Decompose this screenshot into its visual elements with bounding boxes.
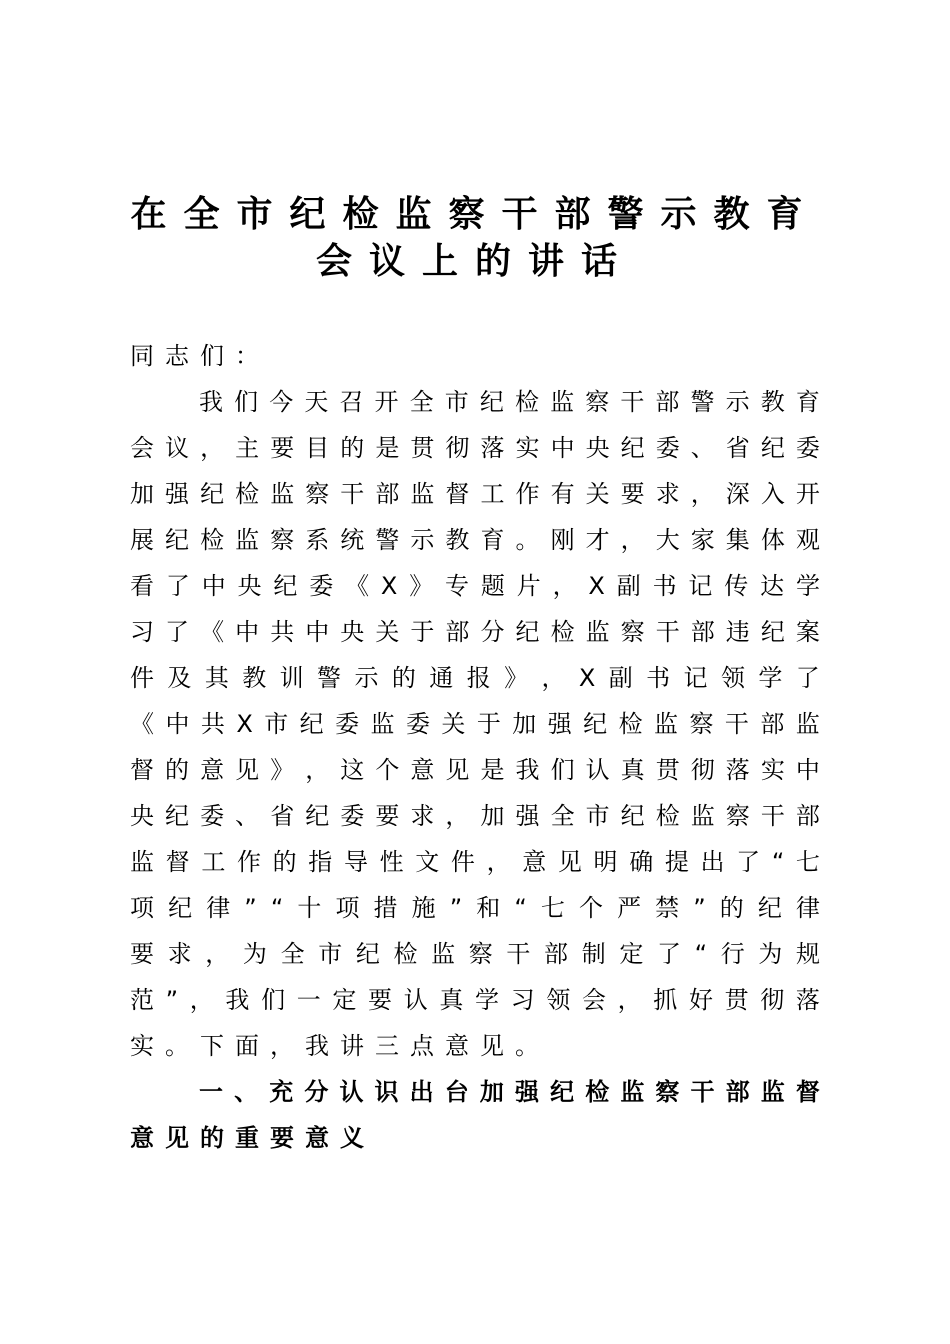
paragraph-line: 看 了 中 央 纪 委 《 X 》 专 题 片 ， X 副 书 记 传 达 学 [130, 572, 820, 600]
paragraph-line: 件 及 其 教 训 警 示 的 通 报 》 ， X 副 书 记 领 学 了 [130, 664, 820, 692]
paragraph-line: 会 议 ， 主 要 目 的 是 贯 彻 落 实 中 央 纪 委 、 省 纪 委 [130, 434, 820, 462]
paragraph-line: 范 ” ， 我 们 一 定 要 认 真 学 习 领 会 ， 抓 好 贯 彻 落 [130, 986, 820, 1014]
paragraph-line: 加 强 纪 检 监 察 干 部 监 督 工 作 有 关 要 求 ， 深 入 开 [130, 480, 820, 508]
paragraph-line: 实。下面，我讲三点意见。 [130, 1032, 550, 1060]
paragraph-line: 项 纪 律 ” “ 十 项 措 施 ” 和 “ 七 个 严 禁 ” 的 纪 律 [130, 894, 820, 922]
section-heading-line-2: 意见的重要意义 [130, 1124, 375, 1152]
salutation: 同志们： [130, 342, 270, 370]
paragraph-line: 展 纪 检 监 察 系 统 警 示 教 育 。 刚 才 ， 大 家 集 体 观 [130, 526, 820, 554]
paragraph-line: 习 了 《 中 共 中 央 关 于 部 分 纪 检 监 察 干 部 违 纪 案 [130, 618, 820, 646]
paragraph-line: 央 纪 委 、 省 纪 委 要 求 ， 加 强 全 市 纪 检 监 察 干 部 [130, 802, 820, 830]
section-heading-line-1: 一 、 充 分 认 识 出 台 加 强 纪 检 监 察 干 部 监 督 [199, 1078, 820, 1106]
document-title-line-2: 会议上的讲话 [315, 240, 634, 282]
paragraph-line: 《 中 共 X 市 纪 委 监 委 关 于 加 强 纪 检 监 察 干 部 监 [130, 710, 820, 738]
paragraph-line: 督 的 意 见 》 ， 这 个 意 见 是 我 们 认 真 贯 彻 落 实 中 [130, 756, 820, 784]
paragraph-line: 要 求 ， 为 全 市 纪 检 监 察 干 部 制 定 了 “ 行 为 规 [130, 940, 820, 968]
paragraph-line: 监 督 工 作 的 指 导 性 文 件 ， 意 见 明 确 提 出 了 “ 七 [130, 848, 820, 876]
document-title-line-1: 在全市纪检监察干部警示教育 [130, 193, 820, 235]
paragraph-line: 我 们 今 天 召 开 全 市 纪 检 监 察 干 部 警 示 教 育 [199, 388, 820, 416]
